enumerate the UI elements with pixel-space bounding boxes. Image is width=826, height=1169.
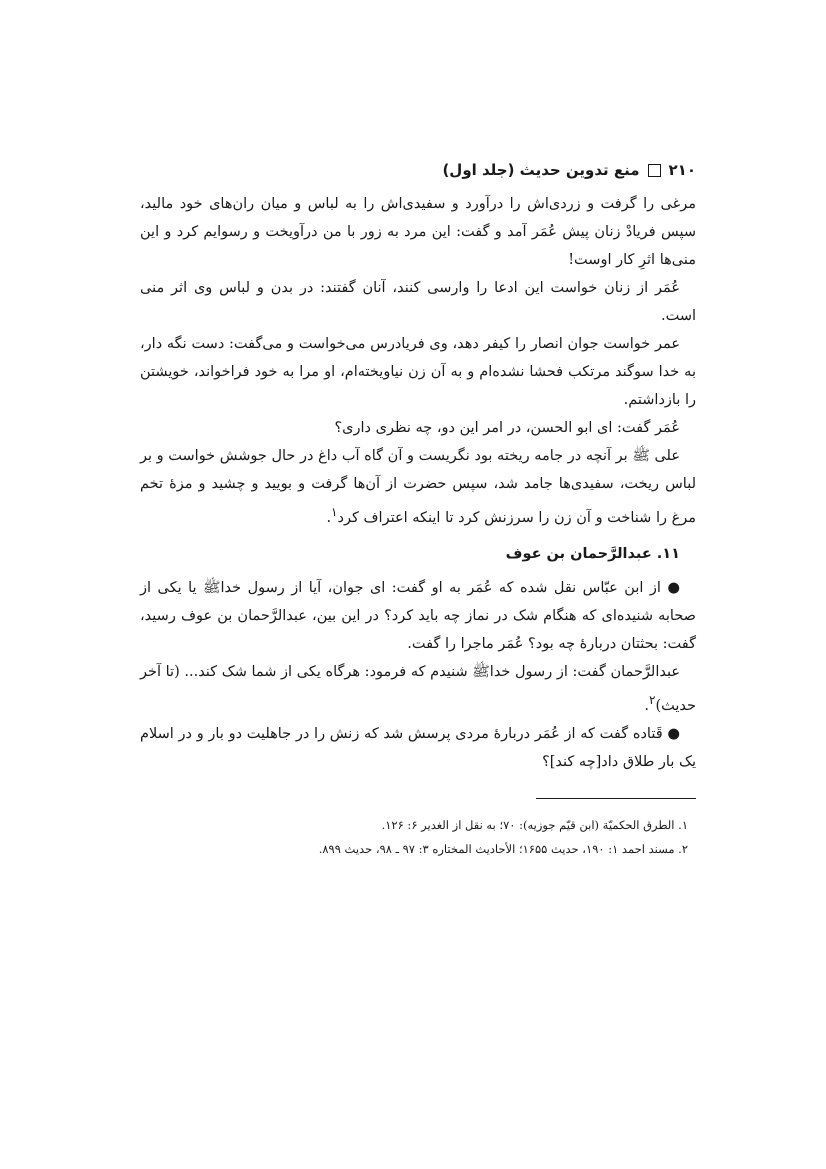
footnote: ۱. الطرق الحکمیّة (ابن قیّم جوزیه): ۷۰؛ به نقل از الغدیر ۶: ۱۲۶. bbox=[381, 817, 688, 832]
paragraph-end: . bbox=[326, 509, 332, 526]
footnote: ۲. مسند احمد ۱: ۱۹۰، حدیث ۱۶۵۵؛ الأحادیث المختاره ۳: ۹۷ ـ ۹۸، حدیث ۸۹۹. bbox=[318, 841, 688, 856]
paragraph bbox=[140, 442, 696, 532]
paragraph-text: عبدالرَّحمان گفت: از رسول خداﷺ شنیدم که فرمود: هرگاه یکی از شما شک کند... (تا آخر حدیث) bbox=[140, 663, 696, 714]
paragraph: عمر خواست جوان انصار را کیفر دهد، وی فریادرس می‌خواست و می‌گفت: دست نگه دار، به خدا سوگند مرتکب فحشا نشده‌ام و به آن زن نیاویخته‌ام، او مرا به خود فراخواند، خویشتن را بازداشتم. bbox=[140, 336, 696, 408]
book-page bbox=[140, 150, 696, 861]
running-header bbox=[140, 150, 696, 190]
paragraph: عُمَر گفت: ای ابو الحسن، در امر این دو، چه نظری داری؟ bbox=[334, 420, 680, 436]
paragraph-text: علی ﷺ بر آنچه در جامه ریخته بود نگریست و آن گاه آب داغ در حال جوشش خواست و بر لباس ریخت، سفیدی‌ها جامد شد، سپس حضرت از آن‌ها گرفت و بویید و چشید و مزهٔ تخم مرغ را شناخت و آن زن را سرزنش کرد تا اینکه اعتراف کرد bbox=[140, 448, 696, 526]
footnote-marker: ۱ bbox=[331, 505, 338, 519]
paragraph bbox=[140, 658, 696, 720]
footnote-marker: ۲ bbox=[648, 692, 656, 707]
section-heading: ۱۱. عبدالرَّحمان بن عوف bbox=[505, 545, 680, 562]
square-ornament-icon bbox=[648, 164, 661, 177]
page-number: ۲۱۰ bbox=[668, 161, 696, 179]
paragraph: عُمَر از زنان خواست این ادعا را وارسی کنند، آنان گفتند: در بدن و لباس وی اثر منی است. bbox=[140, 280, 696, 324]
paragraph-end: . bbox=[644, 697, 649, 714]
footnote-divider bbox=[536, 798, 696, 799]
footnotes bbox=[140, 813, 696, 861]
paragraph: ● قَتاده گفت که از عُمَر دربارهٔ مردی پرسش شد که زنش را در جاهلیت دو بار و در اسلام یک بار طلاق داد[چه کند]؟ bbox=[140, 725, 696, 770]
body-text bbox=[140, 190, 696, 776]
book-title: منع تدوین حدیث (جلد اول) bbox=[442, 161, 640, 179]
paragraph: ● از ابن عبّاس نقل شده که عُمَر به او گفت: ای جوان، آیا از رسول خداﷺ یا یکی از صحابه شنیده‌ای که هنگام شک در نماز چه باید کرد؟ در این بین، عبدالرَّحمان بن عوف رسید، گفت: بحثتان دربارهٔ چه بود؟ عُمَر ماجرا را گفت. bbox=[140, 579, 696, 652]
paragraph: مرغی را گرفت و زردی‌اش را درآورد و سفیدی‌اش را به لباس و میان ران‌های خود مالید، سپس فریادْ زنان پیش عُمَر آمد و گفت: این مرد به زور با من درآویخت و رسوایم کرد و این منی‌ها اثرِ کار اوست! bbox=[140, 196, 696, 268]
